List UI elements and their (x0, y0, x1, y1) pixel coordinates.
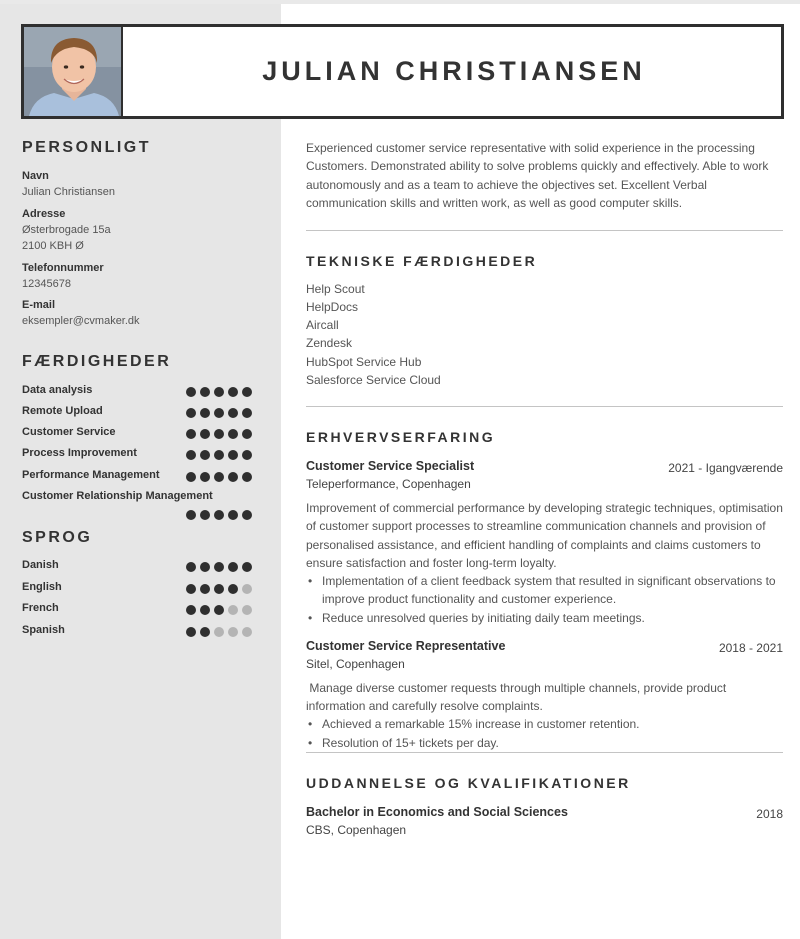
rating-dot-filled (228, 387, 238, 397)
education-year: 2018 (756, 807, 783, 821)
address-line-1: Østerbrogade 15a (22, 224, 111, 236)
rating-dot-filled (200, 510, 210, 520)
language-row (22, 602, 257, 618)
skill-level-dots (186, 387, 256, 397)
rating-dot-filled (228, 429, 238, 439)
skill-row (22, 405, 257, 421)
technical-item: Salesforce Service Cloud (306, 373, 441, 387)
rating-dot-filled (200, 429, 210, 439)
skill-name: Data analysis (22, 384, 93, 396)
rating-dot-filled (228, 510, 238, 520)
education-heading: UDDANNELSE OG KVALIFIKATIONER (306, 775, 631, 791)
language-row (22, 624, 257, 640)
rating-dot-empty (228, 627, 238, 637)
language-level-dots (186, 562, 256, 572)
rating-dot-filled (214, 584, 224, 594)
rating-dot-filled (186, 429, 196, 439)
job-title: Customer Service Representative (306, 639, 506, 653)
technical-item: Zendesk (306, 336, 353, 350)
rating-dot-filled (200, 605, 210, 615)
technical-item: HelpDocs (306, 300, 359, 314)
skill-row-dots (22, 507, 257, 523)
skill-level-dots (186, 510, 256, 520)
rating-dot-filled (228, 450, 238, 460)
skill-row (22, 490, 257, 506)
job-dates: 2018 - 2021 (718, 641, 783, 655)
phone-value: 12345678 (22, 278, 71, 290)
rating-dot-filled (214, 510, 224, 520)
email-value: eksempler@cvmaker.dk (22, 315, 140, 327)
rating-dot-empty (228, 605, 238, 615)
bullet-text: Implementation of a client feedback system that resulted in significant observations to improve product functionality and customer experience. (322, 574, 776, 607)
rating-dot-filled (228, 408, 238, 418)
rating-dot-filled (228, 584, 238, 594)
rating-dot-filled (186, 605, 196, 615)
skills-heading: FÆRDIGHEDER (22, 353, 172, 370)
rating-dot-empty (242, 627, 252, 637)
language-name: Danish (22, 559, 59, 571)
rating-dot-filled (242, 387, 252, 397)
rating-dot-filled (186, 584, 196, 594)
bullet-icon: • (308, 574, 313, 588)
rating-dot-filled (186, 562, 196, 572)
language-level-dots (186, 627, 256, 637)
language-name: English (22, 581, 62, 593)
rating-dot-filled (242, 450, 252, 460)
skill-level-dots (186, 472, 256, 482)
divider (306, 230, 783, 231)
job-company: Teleperformance, Copenhagen (306, 477, 471, 491)
experience-heading: ERHVERVSERFARING (306, 429, 496, 445)
languages-heading: SPROG (22, 529, 93, 546)
job-bullet (306, 715, 786, 733)
education-school: CBS, Copenhagen (306, 823, 407, 837)
skill-level-dots (186, 450, 256, 460)
name-value: Julian Christiansen (22, 186, 115, 198)
technical-item: HubSpot Service Hub (306, 355, 422, 369)
rating-dot-filled (242, 472, 252, 482)
language-row (22, 581, 257, 597)
skill-row (22, 447, 257, 463)
rating-dot-filled (200, 450, 210, 460)
bullet-text: Reduce unresolved queries by initiating daily team meetings. (322, 611, 645, 625)
skill-row (22, 384, 257, 400)
bullet-icon: • (308, 736, 313, 750)
language-row (22, 559, 257, 575)
rating-dot-empty (242, 605, 252, 615)
name-label: Navn (22, 170, 49, 182)
rating-dot-filled (186, 472, 196, 482)
skill-name: Remote Upload (22, 405, 103, 417)
bullet-text: Achieved a remarkable 15% increase in customer retention. (322, 717, 640, 731)
rating-dot-filled (200, 472, 210, 482)
rating-dot-filled (214, 472, 224, 482)
rating-dot-filled (200, 562, 210, 572)
rating-dot-filled (242, 562, 252, 572)
technical-heading: TEKNISKE FÆRDIGHEDER (306, 253, 538, 269)
candidate-name: JULIAN CHRISTIANSEN (262, 56, 646, 86)
skill-name: Customer Service (22, 426, 116, 438)
rating-dot-filled (186, 627, 196, 637)
email-label: E-mail (22, 299, 56, 311)
address-line-2: 2100 KBH Ø (22, 240, 84, 252)
bullet-text: Resolution of 15+ tickets per day. (322, 736, 499, 750)
skill-name: Customer Relationship Management (22, 490, 213, 502)
job-bullet (306, 572, 786, 609)
education-title: Bachelor in Economics and Social Sciences (306, 805, 568, 819)
job-description: Manage diverse customer requests through multiple channels, provide product information and carefully resolve complaints. (306, 681, 730, 714)
rating-dot-filled (214, 429, 224, 439)
address-label: Adresse (22, 208, 66, 220)
skill-name: Process Improvement (22, 447, 137, 459)
job-description: Improvement of commercial performance by developing strategic techniques, optimisation of customer support processes to streamline communication channels and provision of personalised assistance, and efficient handling of complaints and claims customers to ensure satisfaction and foster long-term loyalty. (306, 501, 783, 570)
rating-dot-empty (242, 584, 252, 594)
phone-label: Telefonnummer (22, 262, 104, 274)
personal-heading: PERSONLIGT (22, 139, 152, 156)
header-box (21, 24, 784, 119)
rating-dot-empty (214, 627, 224, 637)
rating-dot-filled (186, 387, 196, 397)
rating-dot-filled (200, 584, 210, 594)
technical-item: Aircall (306, 318, 339, 332)
divider (306, 752, 783, 753)
rating-dot-filled (214, 387, 224, 397)
rating-dot-filled (214, 450, 224, 460)
divider (306, 406, 783, 407)
rating-dot-filled (228, 562, 238, 572)
rating-dot-filled (200, 627, 210, 637)
rating-dot-filled (242, 510, 252, 520)
language-name: Spanish (22, 624, 65, 636)
skill-level-dots (186, 408, 256, 418)
rating-dot-filled (186, 450, 196, 460)
technical-item: Help Scout (306, 282, 365, 296)
rating-dot-filled (214, 605, 224, 615)
rating-dot-filled (200, 408, 210, 418)
bullet-icon: • (308, 611, 313, 625)
job-bullet (306, 609, 786, 627)
profile-photo (24, 27, 123, 116)
summary-text: Experienced customer service representative with solid experience in the processing Customers. Demonstrated ability to solve problems quickly and effectively. Able to work autonomously and as a team to achieve the objectives set. Excellent Verbal communication skills and written work, as well as good computer skills. (306, 141, 769, 210)
rating-dot-filled (214, 408, 224, 418)
job-company: Sitel, Copenhagen (306, 657, 405, 671)
language-name: French (22, 602, 59, 614)
skill-row (22, 426, 257, 442)
skill-level-dots (186, 429, 256, 439)
rating-dot-filled (186, 510, 196, 520)
language-level-dots (186, 605, 256, 615)
rating-dot-filled (242, 408, 252, 418)
profile-photo-image (24, 27, 123, 116)
skill-row (22, 469, 257, 485)
job-dates: 2021 - Igangværende (668, 461, 783, 475)
job-title: Customer Service Specialist (306, 459, 475, 473)
bullet-icon: • (308, 717, 313, 731)
rating-dot-filled (200, 387, 210, 397)
rating-dot-filled (214, 562, 224, 572)
skill-name: Performance Management (22, 469, 160, 481)
rating-dot-filled (228, 472, 238, 482)
rating-dot-filled (186, 408, 196, 418)
language-level-dots (186, 584, 256, 594)
job-bullet (306, 734, 786, 752)
rating-dot-filled (242, 429, 252, 439)
